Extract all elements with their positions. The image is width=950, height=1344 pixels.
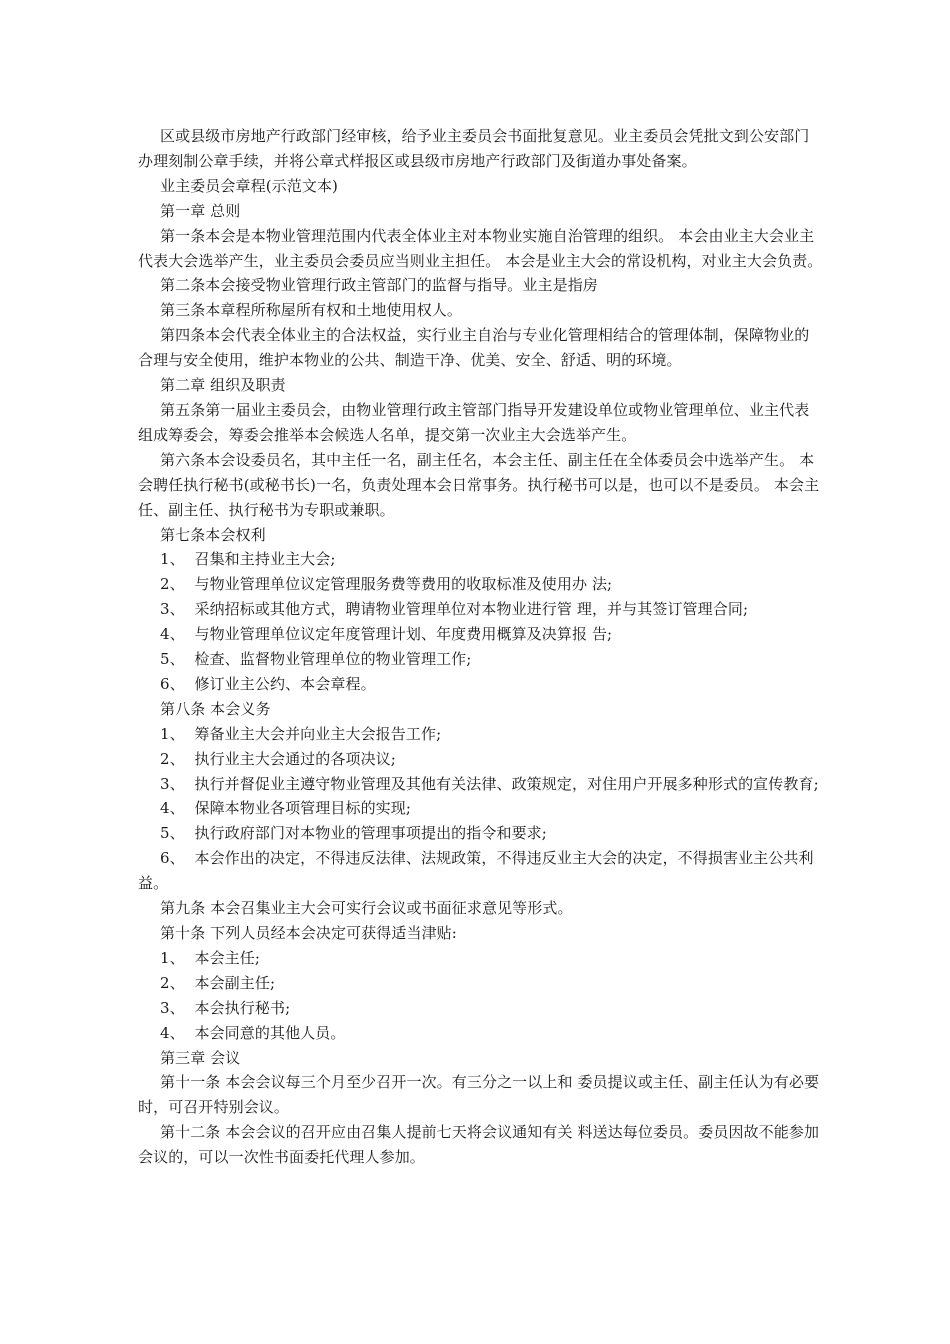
list-item: 6、 修订业主公约、本会章程。 — [160, 674, 376, 693]
list-item: 3、 执行并督促业主遵守物业管理及其他有关法律、政策规定，对住用户开展多种形式的宣传教育; — [160, 774, 819, 793]
list-item: 3、 本会执行秘书; — [160, 998, 291, 1017]
article-paragraph: 第十一条 本会会议每三个月至少召开一次。有三分之一以上和 委员提议或主任、副主任认为有必要时，可召开特别会议。 — [138, 1073, 820, 1117]
list-item: 2、 执行业主大会通过的各项决议; — [160, 749, 396, 768]
list-item: 5、 检查、监督物业管理单位的物业管理工作; — [160, 650, 472, 669]
article-paragraph: 第四条本会代表全体业主的合法权益，实行业主自治与专业化管理相结合的管理体制，保障物业的合理与安全使用，维护本物业的公共、制造干净、优美、安全、舒适、明的环境。 — [138, 326, 810, 370]
article-paragraph: 第六条本会设委员名，其中主任一名，副主任名，本会主任、副主任在全体委员会中选举产生。 本会聘任执行秘书(或秘书长)一名，负责处理本会日常事务。执行秘书可以是，也可以不是委员。 本会主任、副主任、执行秘书为专职或兼职。 — [138, 450, 820, 519]
list-item: 4、 本会同意的其他人员。 — [160, 1023, 346, 1042]
list-item: 4、 与物业管理单位议定年度管理计划、年度费用概算及决算报 告; — [160, 625, 613, 644]
list-item: 1、 召集和主持业主大会; — [160, 550, 336, 569]
list-item: 2、 与物业管理单位议定管理服务费等费用的收取标准及使用办 法; — [160, 575, 613, 594]
list-item: 2、 本会副主任; — [160, 973, 276, 992]
list-item: 5、 执行政府部门对本物业的管理事项提出的指令和要求; — [160, 824, 547, 843]
article-paragraph: 第九条 本会召集业主大会可实行会议或书面征求意见等形式。 — [160, 899, 573, 918]
chapter-heading: 第二章 组织及职责 — [160, 376, 286, 395]
list-item: 1、 筹备业主大会并向业主大会报告工作; — [160, 724, 442, 743]
article-paragraph: 第十二条 本会会议的召开应由召集人提前七天将会议通知有关 料送达每位委员。委员因故不能参加会议的，可以一次性书面委托代理人参加。 — [138, 1123, 820, 1167]
list-item: 1、 本会主任; — [160, 948, 261, 967]
paragraph: 区或县级市房地产行政部门经审核，给予业主委员会书面批复意见。业主委员会凭批文到公安部门办理刻制公章手续，并将公章式样报区或县级市房地产行政部门及街道办事处备案。 — [138, 127, 810, 170]
article-paragraph: 第一条本会是本物业管理范围内代表全体业主对本物业实施自治管理的组织。 本会由业主大会业主代表大会选举产生，业主委员会委员应当则业主担任。 本会是业主大会的常设机构，对业主大会负责。 — [138, 226, 823, 270]
list-item: 6、 本会作出的决定，不得违反法律、法规政策，不得违反业主大会的决定，不得损害业主公共利益。 — [138, 849, 814, 893]
chapter-heading: 第三章 会议 — [160, 1048, 241, 1067]
article-heading: 第七条本会权利 — [160, 525, 266, 544]
article-paragraph: 第三条本章程所称屋所有权和土地使用权人。 — [160, 301, 463, 320]
article-heading: 第八条 本会义务 — [160, 699, 271, 718]
article-paragraph: 第二条本会接受物业管理行政主管部门的监督与指导。业主是指房 — [160, 276, 598, 295]
article-heading: 第十条 下列人员经本会决定可获得适当津贴: — [160, 924, 457, 942]
chapter-heading: 第一章 总则 — [160, 201, 241, 220]
list-item: 4、 保障本物业各项管理目标的实现; — [160, 799, 412, 818]
article-paragraph: 第五条第一届业主委员会，由物业管理行政主管部门指导开发建设单位或物业管理单位、业主代表组成筹委会，筹委会推举本会候选人名单，提交第一次业主大会选举产生。 — [138, 400, 810, 444]
document-body — [138, 124, 824, 1170]
list-item: 3、 采纳招标或其他方式，聘请物业管理单位对本物业进行管 理，并与其签订管理合同; — [160, 600, 749, 619]
section-heading: 业主委员会章程(示范文本) — [160, 176, 339, 195]
